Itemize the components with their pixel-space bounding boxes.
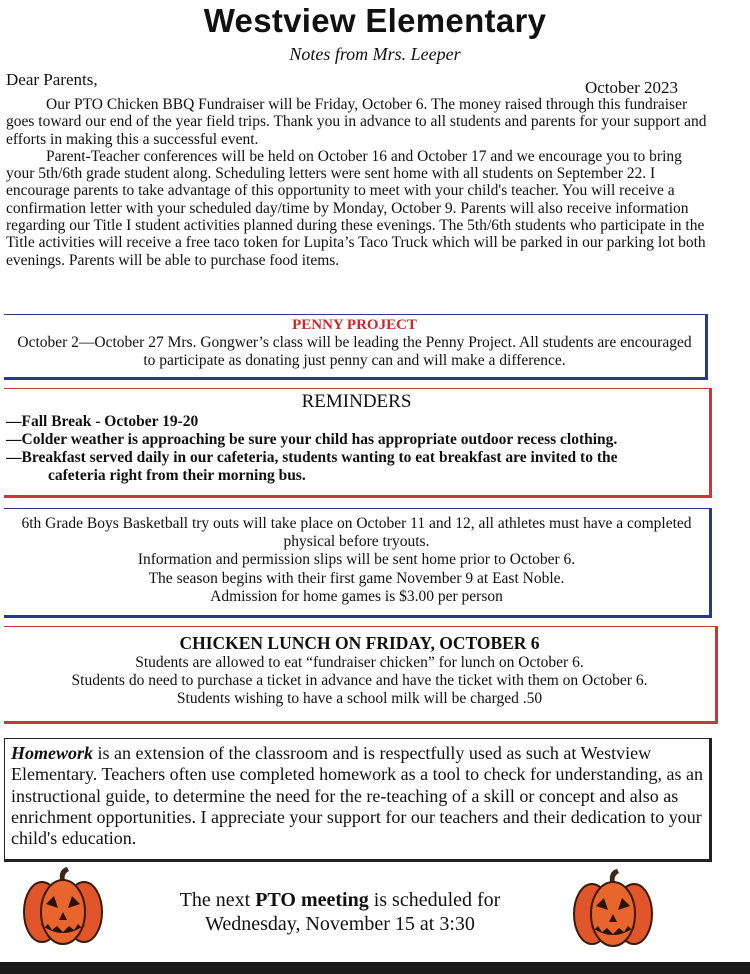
reminder-breakfast-line1: —Breakfast served daily in our cafeteria, students wanting to eat breakfast are invited to the [6, 449, 618, 466]
bottom-bar [0, 962, 750, 974]
jack-o-lantern-icon [572, 868, 654, 953]
basketball-admission: Admission for home games is $3.00 per person [210, 587, 503, 605]
reminder-fall-break: —Fall Break - October 19-20 [6, 413, 199, 430]
page-subtitle: Notes from Mrs. Leeper [289, 44, 461, 64]
penny-project-text: October 2—October 27 Mrs. Gongwer’s class will be leading the Penny Project. All students are encouraged to participate as donating just penny can and will make a difference. [17, 334, 692, 369]
pto-meeting-notice [140, 888, 540, 936]
chicken-lunch-line3: Students wishing to have a school milk will be charged .50 [176, 690, 543, 707]
penny-project-box [4, 314, 708, 380]
basketball-text [4, 509, 709, 606]
pto-meeting-bold: PTO meeting [255, 889, 369, 911]
letter-body [6, 96, 712, 269]
pto-meeting-line1: The next PTO meeting is scheduled for [179, 889, 501, 911]
basketball-season: The season begins with their first game November 9 at East Noble. [148, 569, 565, 587]
salutation: Dear Parents, [6, 70, 98, 89]
chicken-lunch-heading: CHICKEN LUNCH ON FRIDAY, OCTOBER 6 [179, 633, 540, 653]
page-title: Westview Elementary [203, 2, 547, 39]
basketball-tryouts: 6th Grade Boys Basketball try outs will take place on October 11 and 12, all athletes must have a completed physical before tryouts. [21, 515, 692, 551]
penny-project-heading: PENNY PROJECT [292, 317, 417, 333]
chicken-lunch-line1: Students are allowed to eat “fundraiser chicken” for lunch on October 6. [135, 654, 584, 671]
basketball-box [4, 508, 712, 618]
letter-date: October 2023 [584, 78, 678, 97]
reminder-breakfast-line2: cafeteria right from their morning bus. [48, 467, 306, 484]
reminders-box [4, 388, 712, 498]
jack-o-lantern-icon [22, 866, 104, 951]
reminder-breakfast [4, 449, 709, 485]
reminders-heading: REMINDERS [301, 391, 412, 412]
reminder-weather: —Colder weather is approaching be sure your child has appropriate outdoor recess clothing. [6, 431, 618, 448]
pto-meeting-line2: Wednesday, November 15 at 3:30 [205, 913, 475, 935]
chicken-lunch-box [4, 626, 718, 724]
homework-box [4, 738, 712, 862]
paragraph-conferences: Parent-Teacher conferences will be held on October 16 and October 17 and we encourage you to bring your 5th/6th grade student along. Scheduling letters were sent home with all students on September 22. I encourage parents to take advantage of this opportunity to meet with your child's teacher. You will receive a confirmation letter with your scheduled day/time by Monday, October 9. Parents will also receive information regarding our Title I student activities planned during these evenings. The 5th/6th students who participate in the Title activities will receive a free taco token for Lupita’s Taco Truck which will be parked in our parking lot both evenings. Parents will be able to purchase food items. [6, 147, 706, 269]
chicken-lunch-line2: Students do need to purchase a ticket in advance and have the ticket with them on October 6. [71, 672, 648, 689]
homework-text: is an extension of the classroom and is respectfully used as such at Westview Elementary. Teachers often use completed homework as a tool to check for understanding, as an instructional guide, to determine the need for the re-teaching of a skill or concept and also as enrichment opportunities. I appreciate your support for our teachers and their dedication to your child's education. [11, 743, 703, 849]
homework-lead: Homework [11, 743, 94, 763]
basketball-permission: Information and permission slips will be sent home prior to October 6. [137, 551, 576, 569]
paragraph-fundraiser: Our PTO Chicken BBQ Fundraiser will be Friday, October 6. The money raised through this fundraiser goes toward our end of the year field trips. Thank you in advance to all students and parents for your support and efforts in making this a successful event. [6, 96, 707, 148]
